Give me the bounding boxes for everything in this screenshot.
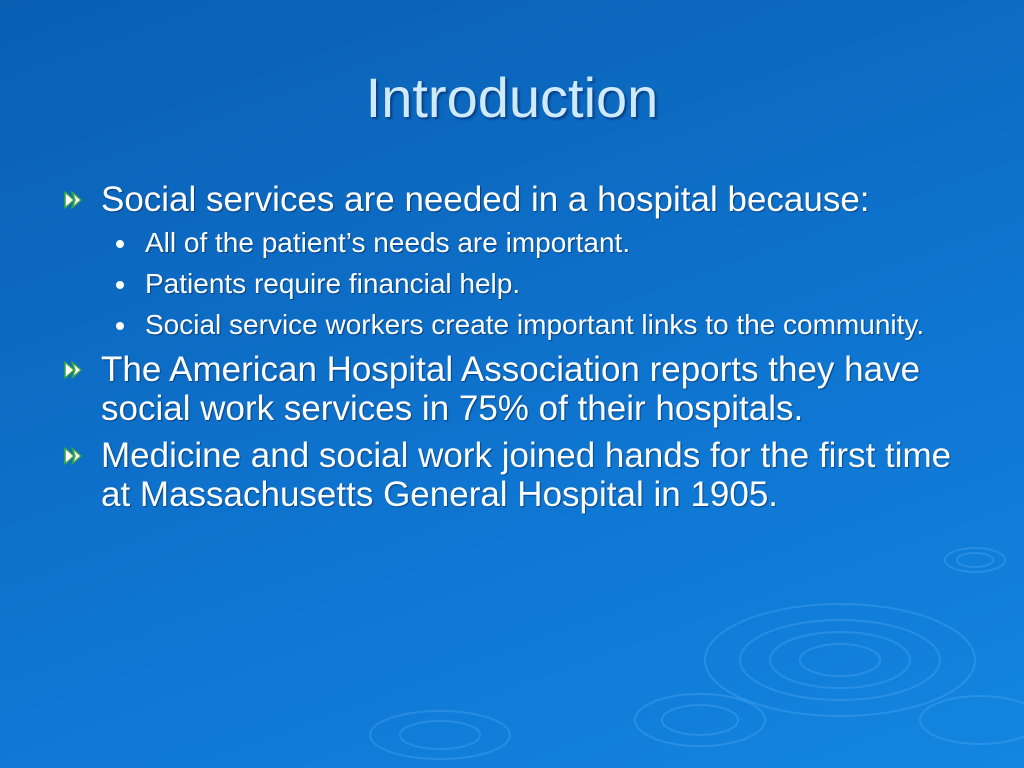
arrow-bullet-icon [62,190,84,210]
sub-bullet-item [114,227,962,259]
sub-bullet-text: All of the patient’s needs are important. [145,227,631,258]
dot-bullet-icon [116,281,124,289]
sub-bullet-item [114,268,962,300]
dot-bullet-icon [116,240,124,248]
sub-bullet-text: Patients require financial help. [145,268,521,299]
bullet-item [62,436,962,514]
dot-bullet-icon [116,322,124,330]
arrow-bullet-icon [62,446,84,466]
sub-bullet-item [114,309,962,341]
sub-bullet-text: Social service workers create important links to the community. [145,309,925,340]
bullet-item [62,180,962,219]
slide-title: Introduction [365,66,659,129]
bullet-item [62,350,962,428]
arrow-bullet-icon [62,360,84,380]
bullet-text: The American Hospital Association reports they have social work services in 75% of their hospitals. [101,350,921,428]
bullet-list [62,180,962,522]
bullet-text: Social services are needed in a hospital because: [101,180,870,219]
sub-bullet-list [62,227,962,341]
bullet-text: Medicine and social work joined hands for the first time at Massachusetts General Hospital in 1905. [101,436,952,514]
